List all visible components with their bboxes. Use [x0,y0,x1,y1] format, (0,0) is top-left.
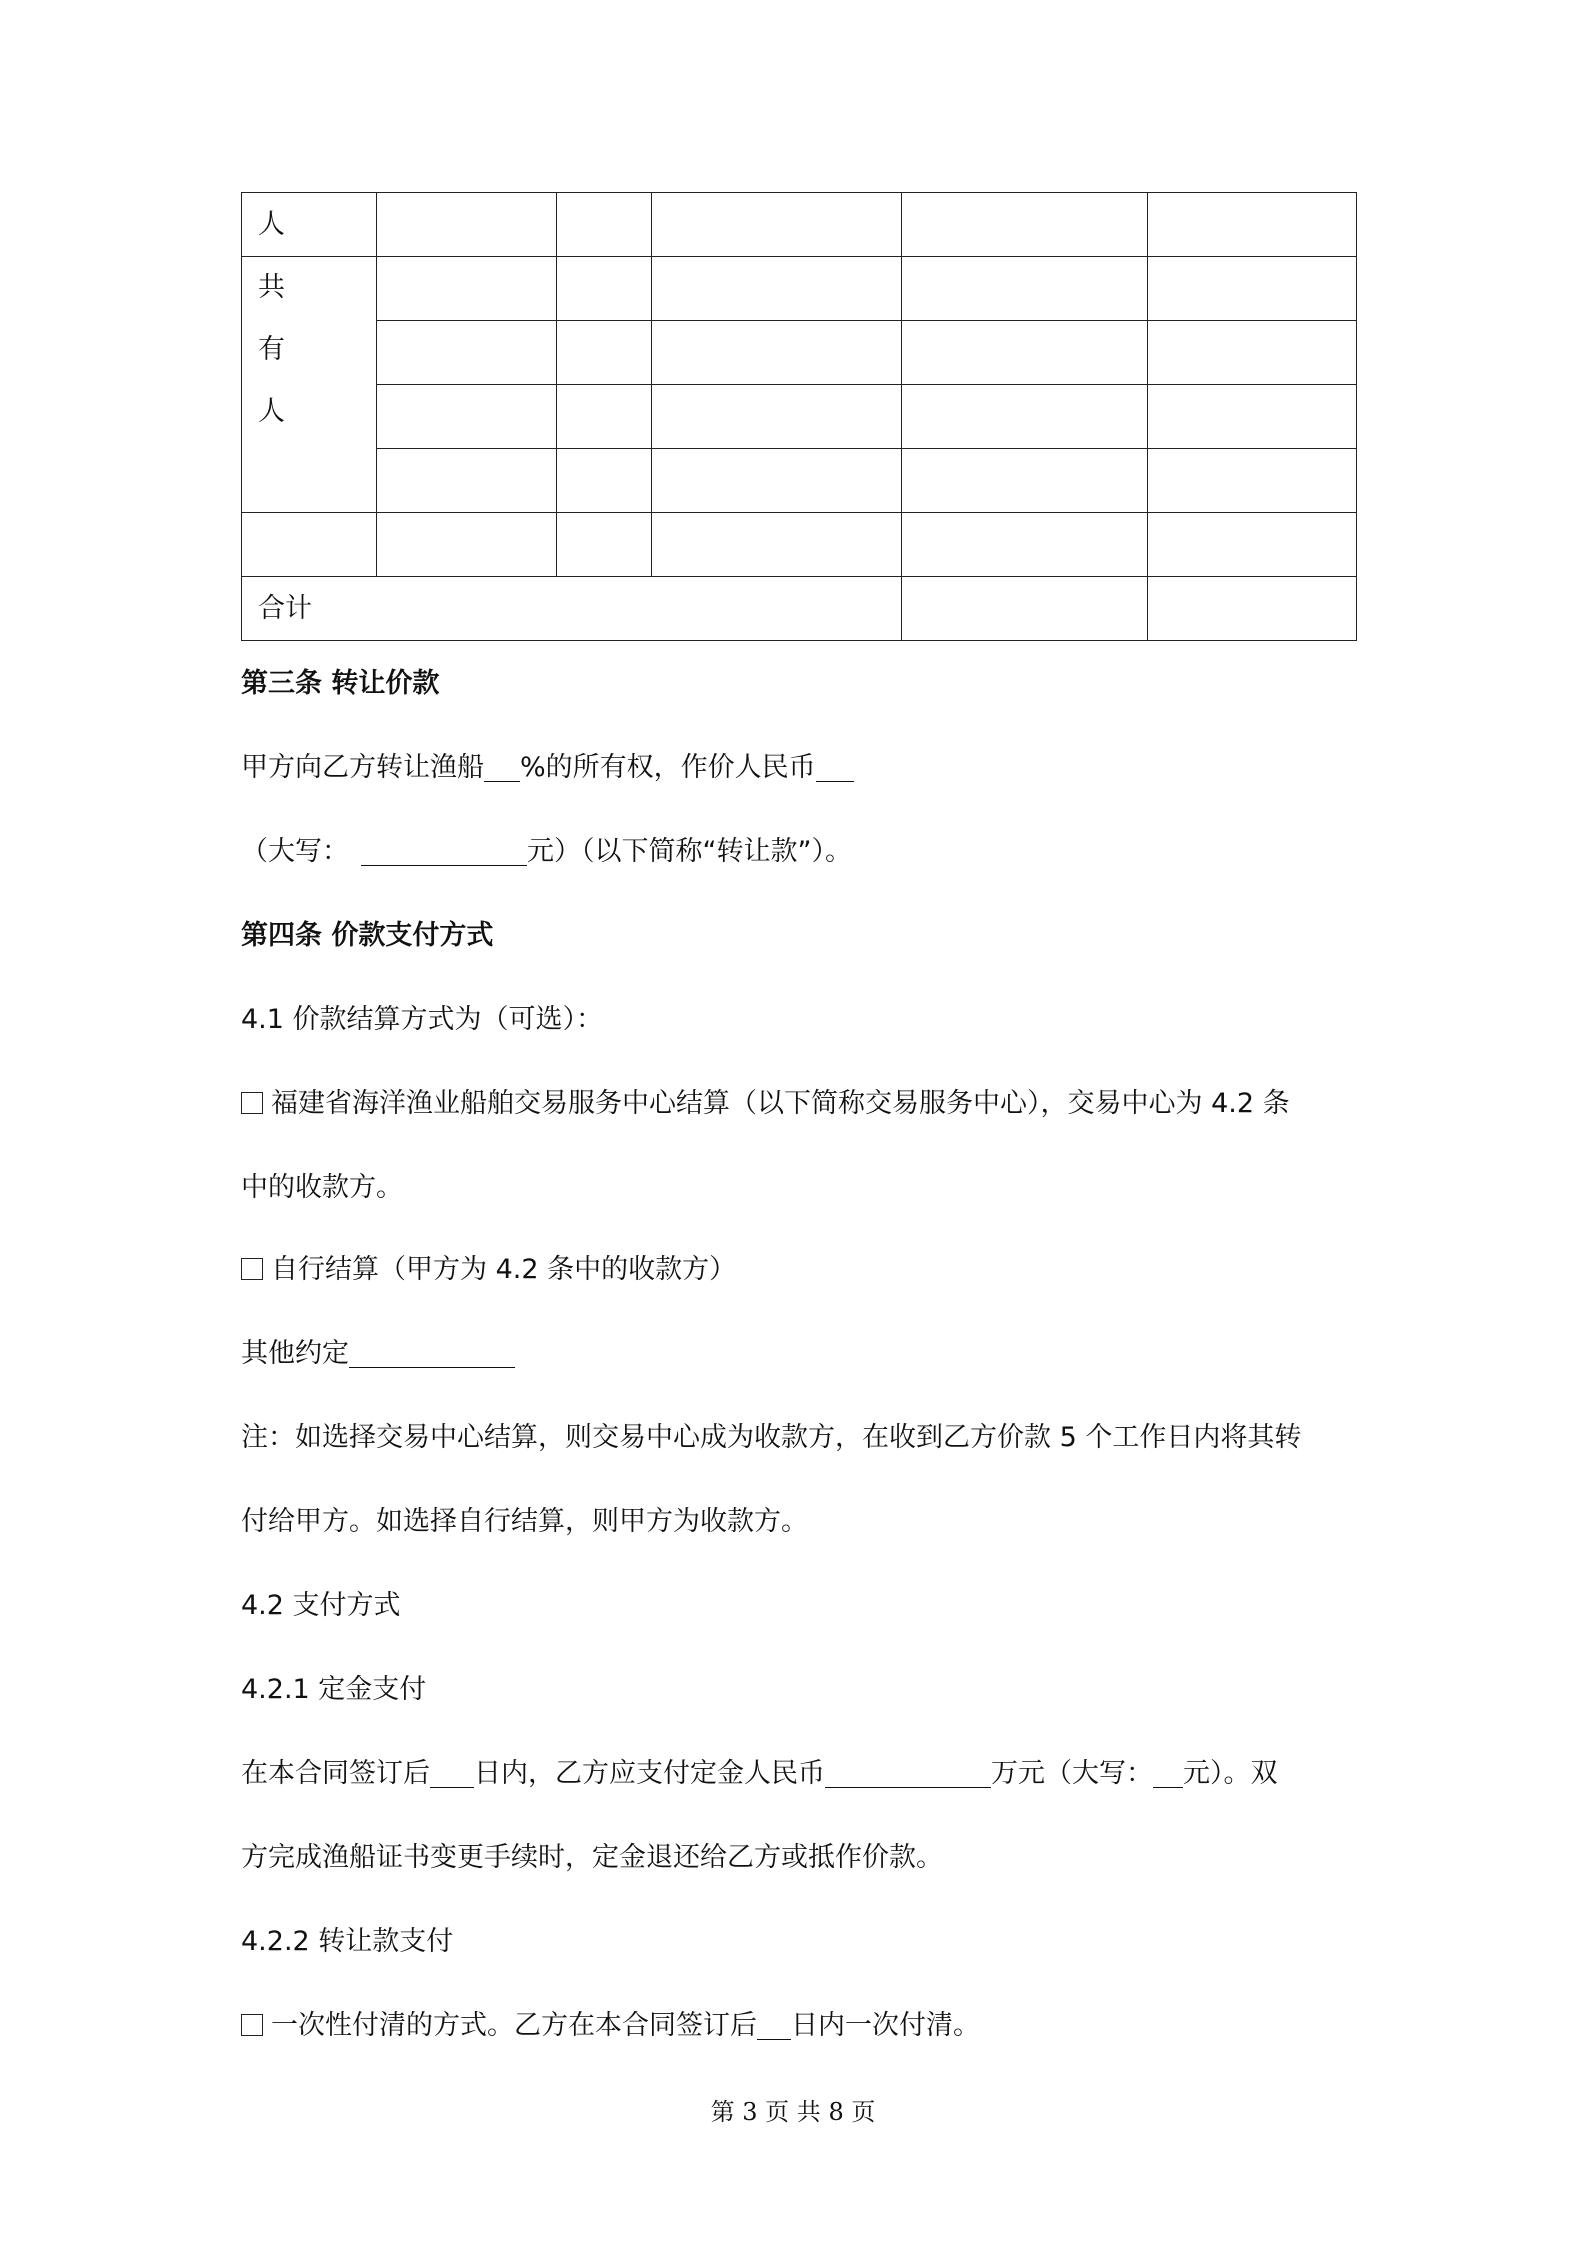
text-run: 元）（以下简称“转让款”）。 [527,836,852,867]
price-blank[interactable] [816,751,854,782]
text-run: 万元（大写： [991,1758,1153,1789]
option-center-settlement [241,1084,1290,1124]
co-owner-char: 人 [258,396,285,427]
checkbox[interactable] [241,1258,263,1280]
text-run: 在本合同签订后 [241,1758,430,1789]
table-cell [1148,449,1357,513]
text-run: 元）。双 [1183,1758,1278,1789]
table-cell [1148,193,1357,257]
table-cell [1148,513,1357,577]
deposit-line2: 方完成渔船证书变更手续时，定金退还给乙方或抵作价款。 [241,1842,943,1873]
table-cell [652,449,902,513]
table-cell [377,193,557,257]
text-run: 自行结算（甲方为 4.2 条中的收款方） [271,1254,737,1285]
table-row-total [242,577,1357,641]
table-cell [902,513,1148,577]
table-cell [902,385,1148,449]
table-cell [377,513,557,577]
table-row [242,321,1357,385]
amount-words-blank[interactable] [361,835,527,866]
table-cell [557,385,652,449]
text-run: 日内，乙方应支付定金人民币 [474,1758,825,1789]
table-cell [902,321,1148,385]
days-blank[interactable] [430,1757,474,1788]
section3-line1 [241,748,854,788]
table-cell [902,193,1148,257]
section4-heading: 第四条 价款支付方式 [241,920,494,951]
table-cell [557,321,652,385]
other-agreement-blank[interactable] [349,1337,515,1368]
table-cell [1148,385,1357,449]
text-run: 其他约定 [241,1338,349,1369]
section4-2: 4.2 支付方式 [241,1590,401,1621]
text-run: 一次性付清的方式。乙方在本合同签订后 [271,2010,757,2041]
text-run: %的所有权，作价人民币 [520,752,816,783]
table-cell [902,577,1148,641]
note-line1: 注：如选择交易中心结算，则交易中心成为收款方，在收到乙方价款 5 个工作日内将其转 [241,1422,1302,1453]
co-owner-label-cell [242,257,377,513]
table-cell [902,449,1148,513]
other-agreement [241,1334,515,1374]
option-lump-sum [241,2006,980,2046]
checkbox[interactable] [241,2014,263,2036]
deposit-amount-blank[interactable] [825,1757,991,1788]
deposit-words-blank[interactable] [1153,1757,1183,1788]
table-row [242,193,1357,257]
section4-1: 4.1 价款结算方式为（可选）： [241,1004,604,1035]
note-line2: 付给甲方。如选择自行结算，则甲方为收款方。 [241,1506,808,1537]
co-owner-table [241,192,1357,641]
section4-2-1: 4.2.1 定金支付 [241,1674,427,1705]
table-cell [652,513,902,577]
percent-blank[interactable] [484,751,520,782]
table-cell [377,385,557,449]
section3-line2 [241,832,852,872]
page-footer: 第 3 页 共 8 页 [710,2098,876,2126]
table-cell [557,449,652,513]
owner-label: 人 [258,209,285,240]
table-row [242,257,1357,321]
table-row [242,513,1357,577]
option-self-settlement [241,1250,736,1290]
co-owner-char: 共 [258,272,285,303]
table-cell [652,257,902,321]
text-run: （大写： [241,836,349,867]
text-run: 甲方向乙方转让渔船 [241,752,484,783]
table-cell [377,321,557,385]
table-cell [1148,321,1357,385]
table-cell [652,193,902,257]
table-cell [557,193,652,257]
section4-2-2: 4.2.2 转让款支付 [241,1926,454,1957]
co-owner-char: 有 [258,334,285,365]
checkbox[interactable] [241,1092,263,1114]
section3-heading: 第三条 转让价款 [241,668,440,699]
table-cell [242,513,377,577]
total-label: 合计 [258,593,312,624]
table-cell [1148,577,1357,641]
table-cell [902,257,1148,321]
lump-days-blank[interactable] [757,2009,791,2040]
text-run: 日内一次付清。 [791,2010,980,2041]
table-cell [652,385,902,449]
table-row [242,449,1357,513]
table-cell [557,513,652,577]
table-cell [377,257,557,321]
option-center-settlement-cont: 中的收款方。 [241,1172,403,1203]
table-cell [557,257,652,321]
table-cell [1148,257,1357,321]
total-label-cell [242,577,902,641]
table-cell [652,321,902,385]
deposit-line1 [241,1754,1278,1794]
table-cell [377,449,557,513]
table-row [242,385,1357,449]
text-run: 福建省海洋渔业船舶交易服务中心结算（以下简称交易服务中心），交易中心为 4.2 条 [271,1088,1290,1119]
owner-label-cell [242,193,377,257]
